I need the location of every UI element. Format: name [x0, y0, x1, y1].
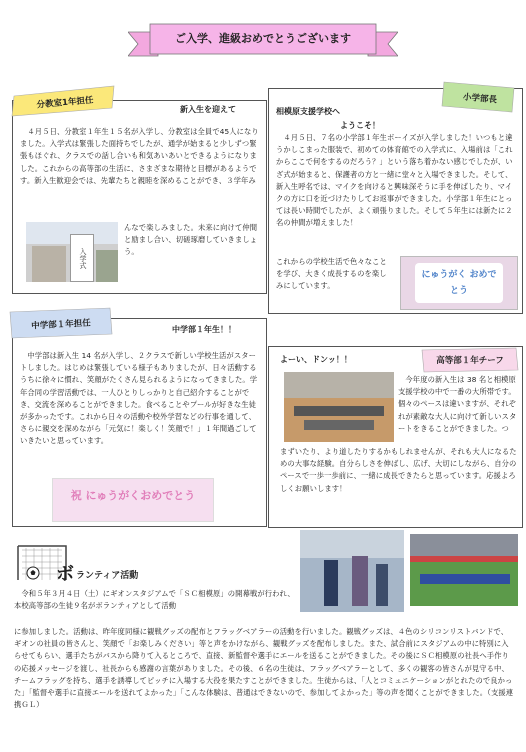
chugaku-title: 中学部１年生！！: [172, 325, 236, 334]
entrance-sign: 入学式: [70, 234, 94, 282]
volunteer-title: ランティア活動: [76, 571, 139, 581]
volunteer-photo-2: [410, 534, 518, 606]
soccer-ball-icon: [26, 566, 40, 580]
celebration-board-text: 祝 にゅうがくおめでとう: [70, 489, 196, 502]
bunkyo-tag: 分教室1年担任: [36, 95, 94, 111]
shogaku-title-2: ようこそ！: [340, 121, 380, 130]
volunteer-body: に参加しました。活動は、昨年度同様に観戦グッズの配布とフラッグベアラーの活動を行いました。観戦グッズは、４色のシリコンリストバンドで、ギオンの社員の皆さんと、笑顔で「お楽しみください」等と声をかけながら、観戦グッズを配布しました。また、試合前にスタジアムの中に特別に入らせてもらい、選手たちがバスから降りて入るところで、直接、新監督や選手にエールを送ることができました。その後にＳＣ相模原の社長へ手作りの応援メッセージを渡し、社長からも感謝の言葉がありました。その後、６名の生徒は、フラッグベアラーとして、多くの観客の皆さんが見守る中、チームフラッグを持ち、選手を誘導してピッチに入場する大役を果たすことができました。生徒からは、「人とコミュニケーションがとれたので良かった」「監督や選手に直接エールを送れてよかった」「こんな体験は、普通はできないので、参加してよかった」等の声を聞くことができました。（支援連携ＧＬ）: [14, 627, 514, 710]
chugaku-photo: [52, 478, 214, 522]
bunkyo-photo: [26, 222, 118, 282]
shogaku-title-1: 相模原支援学校へ: [276, 107, 340, 116]
volunteer-body-top: 令和５年３月４日（土）にギオンスタジアムで「ＳＣ相模原」の開幕戦が行われ、本校高等部の生徒９名がボランティアとして活動: [14, 589, 295, 611]
bunkyo-body-top: ４月５日、分教室１年生１５名が入学し、分教室は全員で45人になりました。入学式は緊張した面持ちでしたが、通学が始まると少しずつ緊張もほぐれ、クラスでの話し合いも和気あいあいとできるようになりました。これからの高等部の生活に、さまざまな期待と目標があるようです。新入生歓迎会では、先輩たちと親睦を深めることができ、３学年み: [20, 127, 259, 185]
bunkyo-title: 新入生を迎えて: [180, 105, 236, 114]
kotobu-title: よーい、ドンッ！！: [280, 355, 352, 364]
kotobu-tag: 高等部１年チーフ: [436, 356, 504, 366]
volunteer-photo-1: [300, 530, 404, 612]
chugaku-body: 中学部は新入生 14 名が入学し、２クラスで新しい学校生活がスタートしました。はじめは緊張している様子もありましたが、日々活動するうちに徐々に慣れ、笑顔がたくさん見られるようになってきました。学年合同の学習活動では、一人ひとりしっかりと自己紹介することができ、交流を深めることができました。食べることやプールが好きな生徒が多かったです。これから日々の活動や校外学習などの行事を通して、さらに親交を深めながら「元気に！楽しく！笑顔で！」１年間過ごしていきたいと思っています。: [20, 351, 258, 446]
volunteer-title-initial: ボ: [56, 564, 74, 585]
chugaku-tag: 中学部１年担任: [31, 318, 92, 332]
kotobu-photo: [284, 372, 394, 442]
kotobu-body: まずいたり、より道したりするかもしれませんが、それも大人になるための大事な経験。自分らしさを伸ばし、広げ、大切にしながら、自分のペースで一歩一歩前に、一緒に成長できたらと思っています。応援よろしくお願いします！: [280, 447, 517, 493]
bunkyo-body-side: んなで楽しみました。未来に向けて仲間と励まし合い、切磋琢磨していきましょう。: [124, 223, 258, 257]
shogaku-body-2: これからの学校生活で色々なことを学び、大きく成長するのを楽しみにしています。: [276, 257, 387, 291]
shogaku-tag: 小学部長: [462, 92, 498, 106]
kotobu-body-side: 今年度の新入生は 38 名と相模原支援学校の中で一番の大所帯です。個々のペースは違いますが、それぞれが素敵な大人に向けて新しいスタートをきることができました。つ: [398, 375, 517, 433]
shogaku-photo: [400, 256, 518, 310]
shogaku-body: ４月５日、７名の小学部１年生ボーイズが入学しました！いつもと違うかしこまった服装で、初めての体育館での入学式に、入場前は「これからここで何をするのだろう？」という落ち着かない感じでしたが、いざ式が始まると、保護者の方と一緒に堂々と入場できました。そして、新入生呼名では、マイクを向けると興味深そうに手を伸ばしたり、マイクの方に口を近づけたりしてお返事ができました。小学部１年生にとっては長い時間でしたが、よく頑張りました。そして５年生には新たに２名の仲間が増えました！: [276, 133, 513, 228]
page-title: ご入学、進級おめでとうございます: [175, 32, 351, 45]
welcome-board-text: にゅうがく おめでとう: [421, 270, 497, 296]
